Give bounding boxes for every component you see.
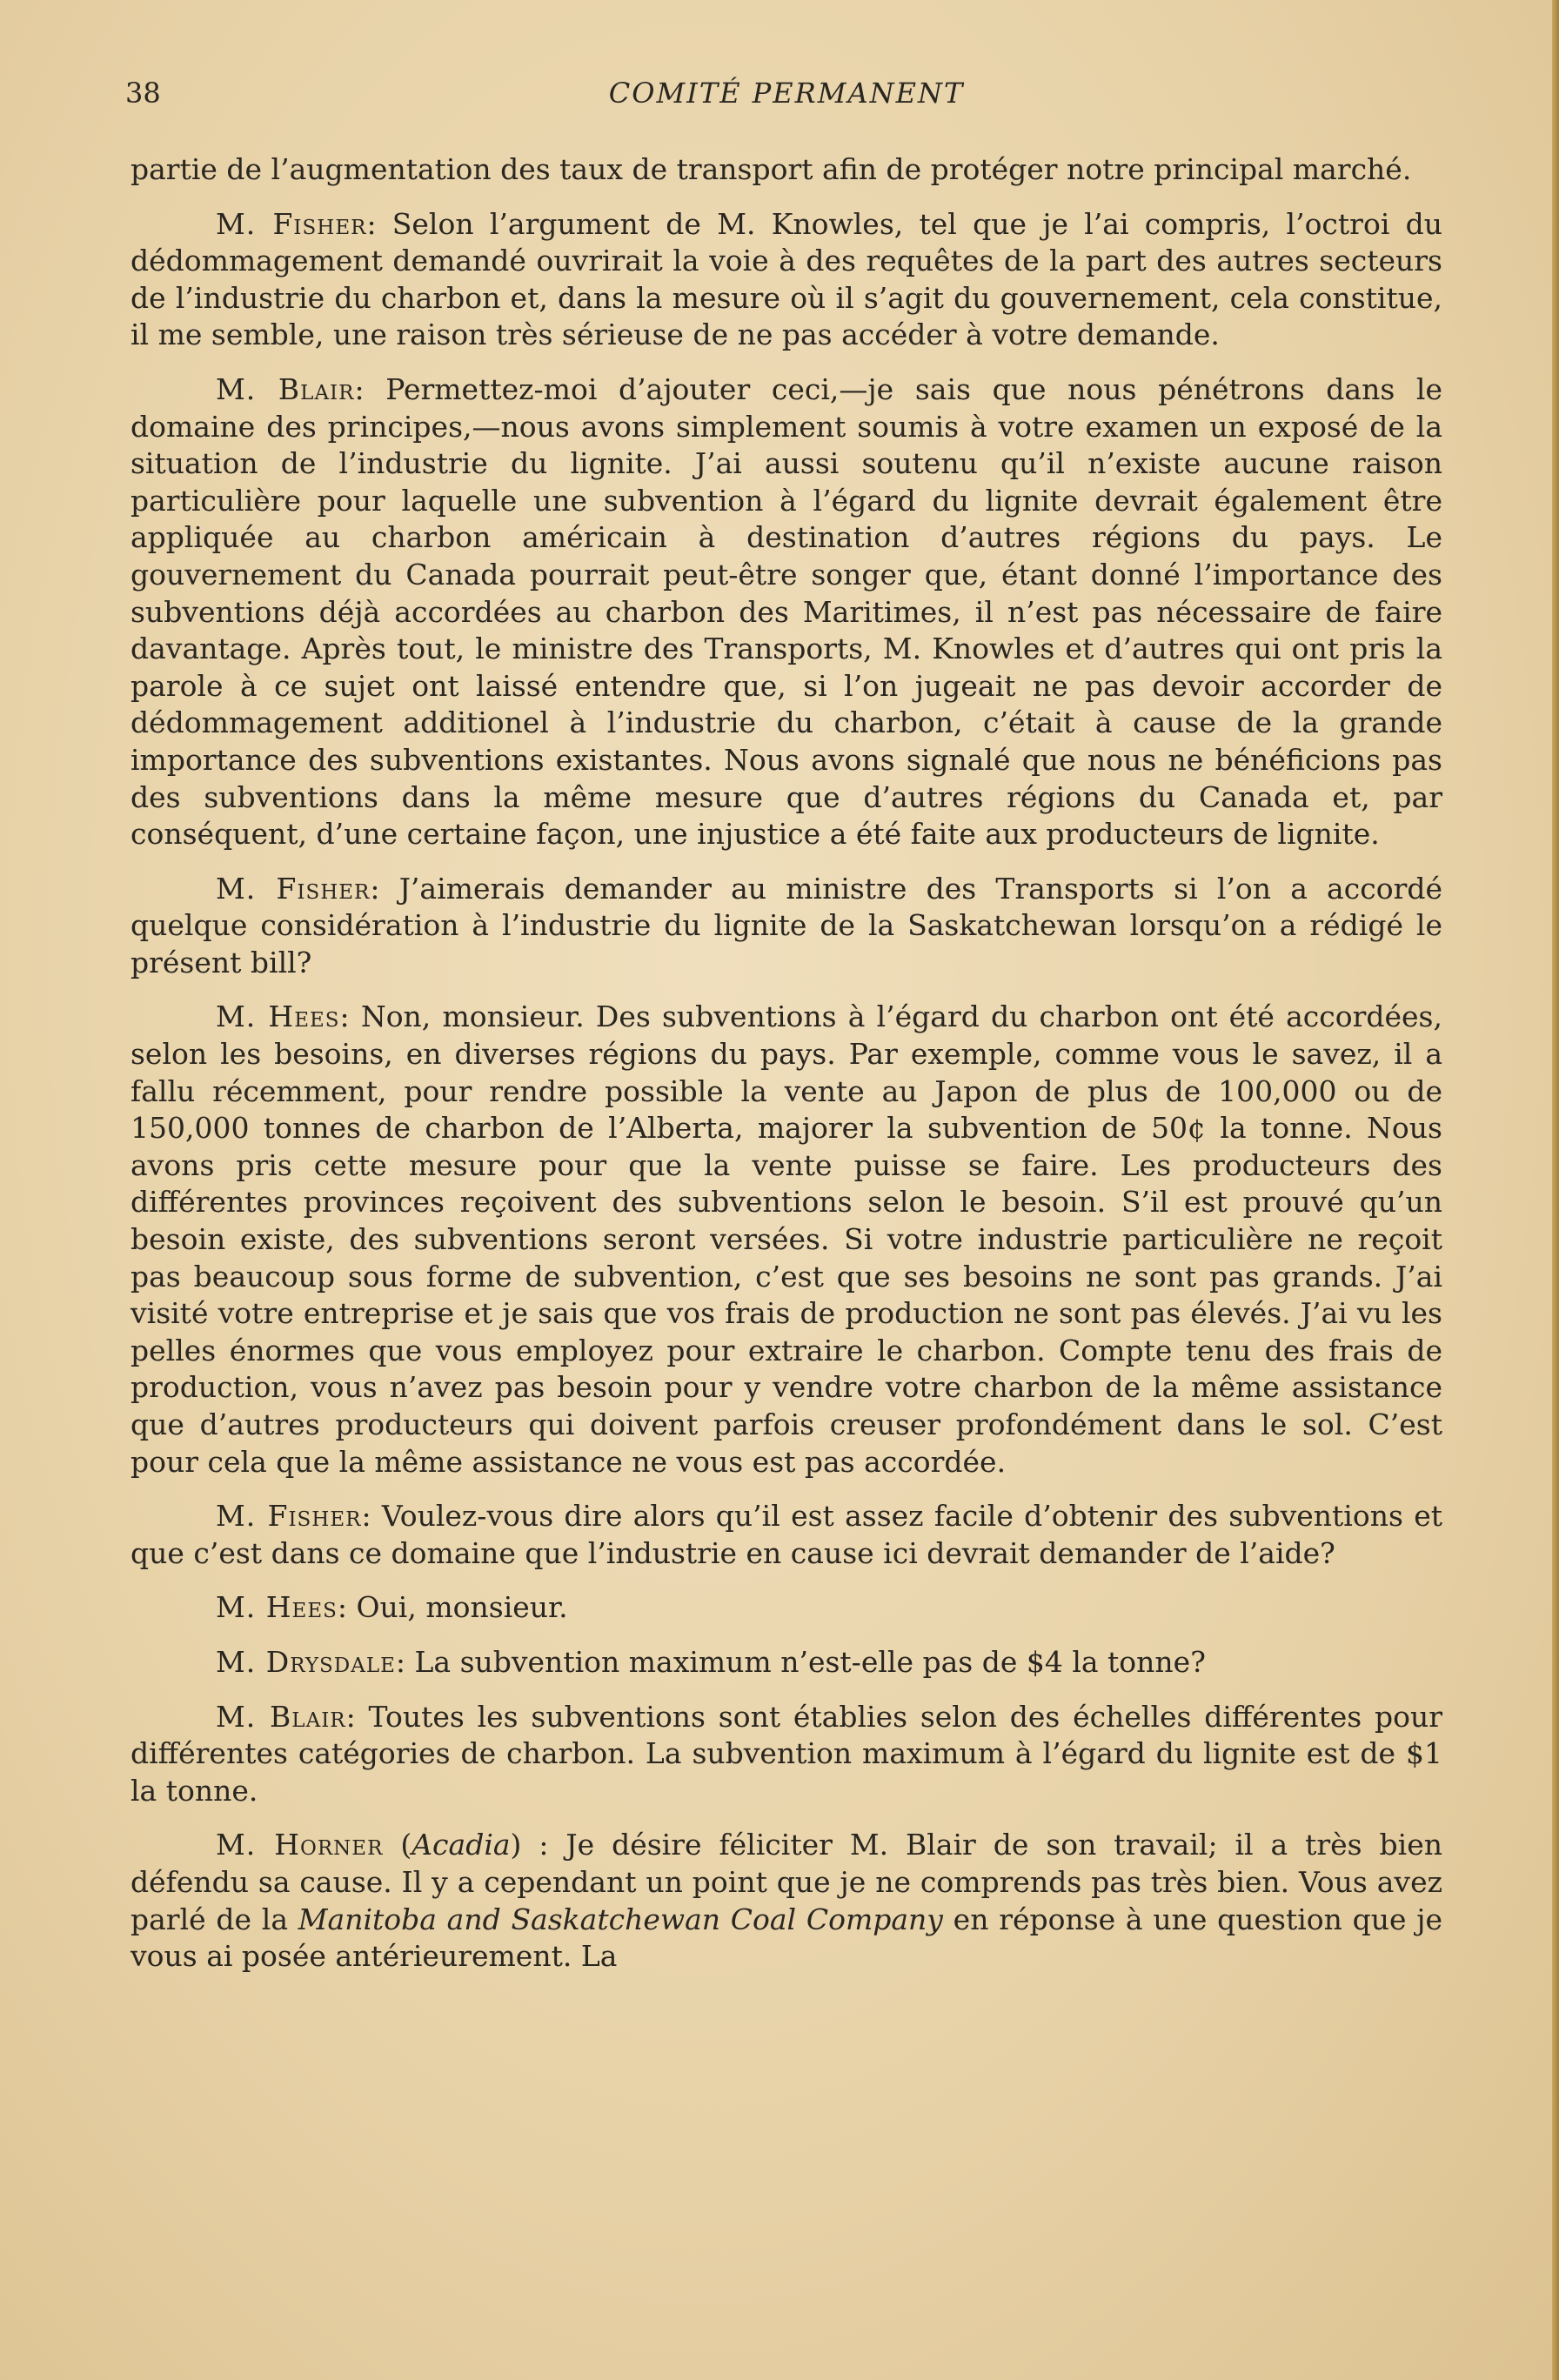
speaker-name: M. Blair (216, 371, 355, 406)
paragraph-text: : La subvention maximum n’est-elle pas de $4 la tonne? (395, 1644, 1206, 1679)
paragraph (130, 1644, 1442, 1681)
paragraph (130, 1699, 1442, 1810)
speaker-name: M. Hees (216, 999, 340, 1034)
speaker-name: M. Blair (216, 1699, 346, 1734)
speaker-name: M. Fisher (216, 871, 371, 906)
paragraph-text: partie de l’augmentation des taux de transport afin de protéger notre principal marché. (130, 152, 1412, 186)
paragraph-text: : Selon l’argument de M. Knowles, tel que je l’ai compris, l’octroi du dédommagement demandé ouvrirait la voie à des requêtes de la part des autres secteurs de l’industrie du charbon et, dans la mesure où il s’agit du gouvernement, cela constitue, il me semble, une raison très sérieuse de ne pas accéder à votre demande. (130, 206, 1442, 352)
paragraph (130, 1498, 1442, 1572)
paragraph-text: : J’aimerais demander au ministre des Transports si l’on a accordé quelque considération à l’industrie du lignite de la Saskatchewan lorsqu’on a rédigé le présent bill? (130, 871, 1442, 979)
paragraph (130, 371, 1442, 853)
paragraph-text-continued: en réponse à une question que je vous ai posée antérieurement. La (130, 1902, 1443, 1974)
paragraph (130, 1589, 1442, 1627)
page-header (125, 77, 1448, 120)
paragraph-text: : Non, monsieur. Des subventions à l’égard du charbon ont été accordées, selon les besoins, en diverses régions du pays. Par exemple, comme vous le savez, il a fallu récemment, pour rendre possible la vente au Japon de plus de 100,000 ou de 150,000 tonnes de charbon de l’Alberta, majorer la subvention de 50¢ la tonne. Nous avons pris cette mesure pour que la vente puisse se faire. Les producteurs des différentes provinces reçoivent des subventions selon le besoin. S’il est prouvé qu’un besoin existe, des subventions seront versées. Si votre industrie particulière ne reçoit pas beaucoup sous forme de subvention, c’est que ses besoins ne sont pas grands. J’ai visité votre entreprise et je sais que vos frais de production ne sont pas élevés. J’ai vu les pelles énormes que vous employez pour extraire le charbon. Compte tenu des frais de production, vous n’avez pas besoin pour y vendre votre charbon de la même assistance que d’autres producteurs qui doivent parfois creuser profondément dans le sol. C’est pour cela que la même assistance ne vous est pas accordée. (130, 999, 1442, 1479)
page-number: 38 (125, 77, 161, 110)
speaker-name: M. Fisher (216, 1499, 362, 1534)
paragraph: M. Horner (Acadia) : Je désire féliciter M. Blair de son travail; il a très bien défendu sa cause. Il y a cependant un point que je ne comprends pas très bien. Vous avez parlé de la Manitoba and Saskatchewan Coal Company en réponse à une question que je vous ai posée antérieurement. La (130, 1828, 1443, 1974)
paragraph (130, 151, 1442, 189)
paragraph-text: : Voulez-vous dire alors qu’il est assez facile d’obtenir des subventions et que c’est dans ce domaine que l’industrie en cause ici devrait demander de l’aide? (130, 1499, 1442, 1570)
running-title: COMITÉ PERMANENT (608, 77, 965, 110)
page-body (130, 151, 1442, 1993)
speaker-name: M. Hees (216, 1590, 338, 1625)
paragraph-text: : Oui, monsieur. (337, 1590, 568, 1625)
paragraph (130, 206, 1442, 354)
paragraph-text: : Je désire féliciter M. Blair de son travail; il a très bien défendu sa cause. Il y a cependant un point que je ne comprends pas très bien. Vous avez parlé de la (130, 1828, 1442, 1936)
speaker-riding: Acadia (411, 1828, 511, 1862)
speaker-name: M. Drysdale (216, 1644, 396, 1679)
paragraph (130, 871, 1442, 982)
speaker-name: M. Fisher (216, 206, 367, 241)
page-edge (1552, 0, 1559, 2380)
paragraph-text: : Toutes les subventions sont établies selon des échelles différentes pour différentes catégories de charbon. La subvention maximum à l’égard du lignite est de $1 la tonne. (130, 1699, 1442, 1808)
company-name: Manitoba and Saskatchewan Coal Company (298, 1902, 943, 1936)
paragraph (130, 999, 1442, 1481)
speaker-name: M. Horner (216, 1828, 384, 1862)
paragraph-text: : Permettez-moi d’ajouter ceci,—je sais que nous pénétrons dans le domaine des principes,—nous avons simplement soumis à votre examen un exposé de la situation de l’industrie du lignite. J’ai aussi soutenu qu’il n’existe aucune raison particulière pour laquelle une subvention à l’égard du lignite devrait également être appliquée au charbon américain à destination d’autres régions du pays. Le gouvernement du Canada pourrait peut-être songer que, étant donné l’importance des subventions déjà accordées au charbon des Maritimes, il n’est pas nécessaire de faire davantage. Après tout, le ministre des Transports, M. Knowles et d’autres qui ont pris la parole à ce sujet ont laissé entendre que, si l’on jugeait ne pas devoir accorder de dédommagement additionel à l’industrie du charbon, c’était à cause de la grande importance des subventions existantes. Nous avons signalé que nous ne bénéficions pas des subventions dans la même mesure que d’autres régions du Canada et, par conséquent, d’une certaine façon, une injustice a été faite aux producteurs de lignite. (130, 371, 1442, 852)
